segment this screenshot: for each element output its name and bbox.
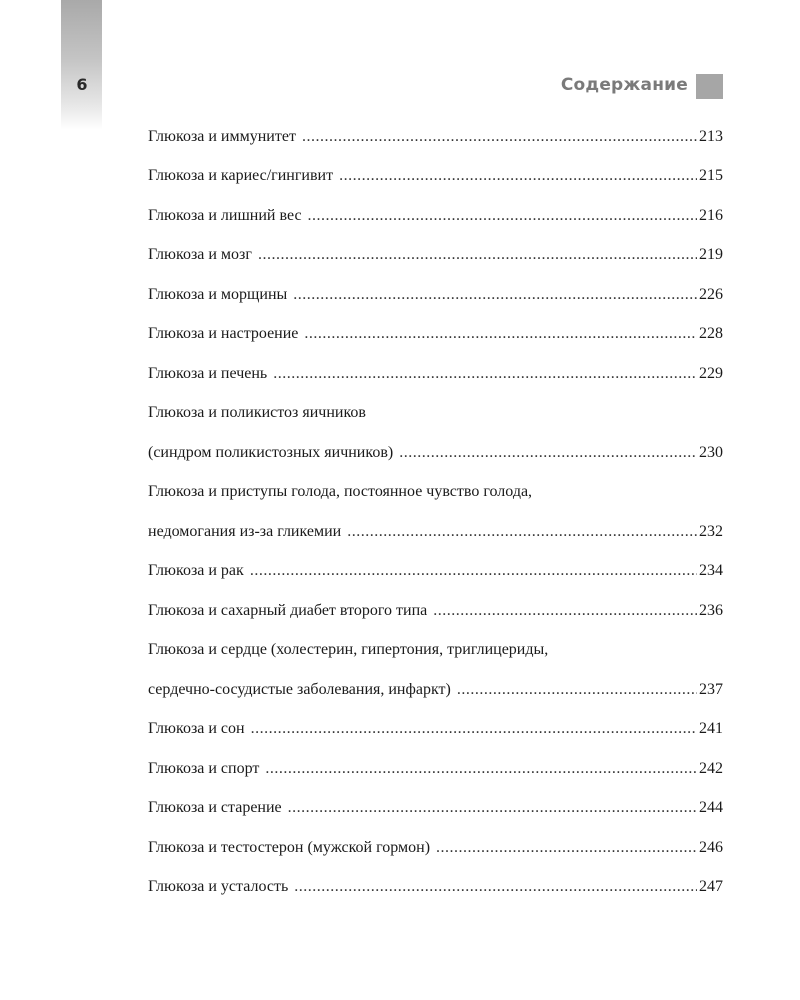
- toc-entry: [148, 354, 723, 394]
- toc-page-number: 234: [699, 562, 723, 580]
- toc-line: [148, 473, 723, 513]
- toc-entry: [148, 117, 723, 157]
- toc-leader-dots: [258, 245, 697, 265]
- toc-line: [148, 354, 723, 394]
- toc-entry: [148, 196, 723, 236]
- toc-entry: [148, 631, 723, 710]
- page-number: 6: [76, 75, 88, 94]
- toc-leader-dots: [436, 838, 697, 858]
- toc-entry: [148, 749, 723, 789]
- toc-entry-title: Глюкоза и старение: [148, 799, 282, 817]
- toc-entry-title: Глюкоза и усталость: [148, 878, 289, 896]
- toc-entry: [148, 275, 723, 315]
- toc-entry-title: Глюкоза и мозг: [148, 246, 252, 264]
- toc-entry-title: Глюкоза и лишний вес: [148, 206, 302, 224]
- table-of-contents: [148, 117, 723, 907]
- toc-entry-title: недомогания из-за гликемии: [148, 522, 342, 540]
- toc-entry: [148, 236, 723, 276]
- toc-page-number: 241: [699, 720, 723, 738]
- toc-entry-title: (синдром поликистозных яичников): [148, 443, 394, 461]
- toc-page-number: 215: [699, 167, 723, 185]
- running-head: Содержание: [560, 75, 688, 95]
- toc-line: [148, 433, 723, 473]
- toc-leader-dots: [302, 127, 697, 147]
- toc-page-number: 236: [699, 601, 723, 619]
- toc-entry-title: Глюкоза и приступы голода, постоянное чувство голода,: [148, 483, 533, 501]
- toc-entry: [148, 315, 723, 355]
- toc-page-number: 229: [699, 364, 723, 382]
- toc-entry: [148, 552, 723, 592]
- toc-entry: [148, 868, 723, 908]
- toc-line: [148, 552, 723, 592]
- toc-entry-title: Глюкоза и печень: [148, 364, 268, 382]
- toc-line: [148, 591, 723, 631]
- toc-entry: [148, 789, 723, 829]
- toc-leader-dots: [339, 166, 697, 186]
- toc-page-number: 244: [699, 799, 723, 817]
- toc-entry: [148, 710, 723, 750]
- toc-page-number: 247: [699, 878, 723, 896]
- toc-line: [148, 749, 723, 789]
- toc-page-number: 230: [699, 443, 723, 461]
- toc-entry: [148, 591, 723, 631]
- toc-line: [148, 236, 723, 276]
- toc-line: [148, 631, 723, 671]
- toc-line: [148, 315, 723, 355]
- toc-line: [148, 275, 723, 315]
- toc-entry: [148, 394, 723, 473]
- toc-page-number: 242: [699, 759, 723, 777]
- toc-line: [148, 670, 723, 710]
- toc-line: [148, 157, 723, 197]
- toc-entry-title: Глюкоза и рак: [148, 562, 244, 580]
- toc-entry: [148, 473, 723, 552]
- toc-line: [148, 394, 723, 434]
- toc-page-number: 226: [699, 285, 723, 303]
- toc-leader-dots: [251, 719, 697, 739]
- toc-page-number: 237: [699, 680, 723, 698]
- toc-leader-dots: [457, 680, 697, 700]
- toc-leader-dots: [294, 877, 697, 897]
- toc-leader-dots: [250, 561, 697, 581]
- toc-leader-dots: [433, 601, 697, 621]
- toc-entry-title: Глюкоза и спорт: [148, 759, 260, 777]
- toc-entry-title: Глюкоза и сон: [148, 720, 245, 738]
- chapter-tab-strip: [61, 0, 102, 130]
- toc-leader-dots: [399, 443, 697, 463]
- toc-page-number: 246: [699, 838, 723, 856]
- toc-page-number: 219: [699, 246, 723, 264]
- toc-leader-dots: [265, 759, 697, 779]
- running-head-marker: [696, 74, 723, 99]
- toc-line: [148, 196, 723, 236]
- toc-leader-dots: [273, 364, 697, 384]
- toc-page-number: 228: [699, 325, 723, 343]
- toc-entry-title: Глюкоза и тестостерон (мужской гормон): [148, 838, 431, 856]
- toc-line: [148, 828, 723, 868]
- toc-leader-dots: [288, 798, 697, 818]
- toc-leader-dots: [304, 324, 697, 344]
- toc-entry: [148, 157, 723, 197]
- toc-entry-title: Глюкоза и сердце (холестерин, гипертония, триглицериды,: [148, 641, 549, 659]
- toc-page-number: 213: [699, 127, 723, 145]
- toc-line: [148, 868, 723, 908]
- toc-page-number: 216: [699, 206, 723, 224]
- toc-entry-title: Глюкоза и кариес/гингивит: [148, 167, 334, 185]
- toc-entry-title: Глюкоза и сахарный диабет второго типа: [148, 601, 428, 619]
- toc-entry-title: сердечно-сосудистые заболевания, инфаркт): [148, 680, 451, 698]
- toc-line: [148, 710, 723, 750]
- toc-leader-dots: [293, 285, 697, 305]
- toc-entry: [148, 828, 723, 868]
- toc-leader-dots: [347, 522, 697, 542]
- toc-line: [148, 512, 723, 552]
- toc-line: [148, 789, 723, 829]
- toc-entry-title: Глюкоза и настроение: [148, 325, 299, 343]
- toc-entry-title: Глюкоза и поликистоз яичников: [148, 404, 366, 422]
- toc-leader-dots: [308, 206, 697, 226]
- toc-entry-title: Глюкоза и иммунитет: [148, 127, 296, 145]
- toc-entry-title: Глюкоза и морщины: [148, 285, 288, 303]
- toc-page-number: 232: [699, 522, 723, 540]
- toc-line: [148, 117, 723, 157]
